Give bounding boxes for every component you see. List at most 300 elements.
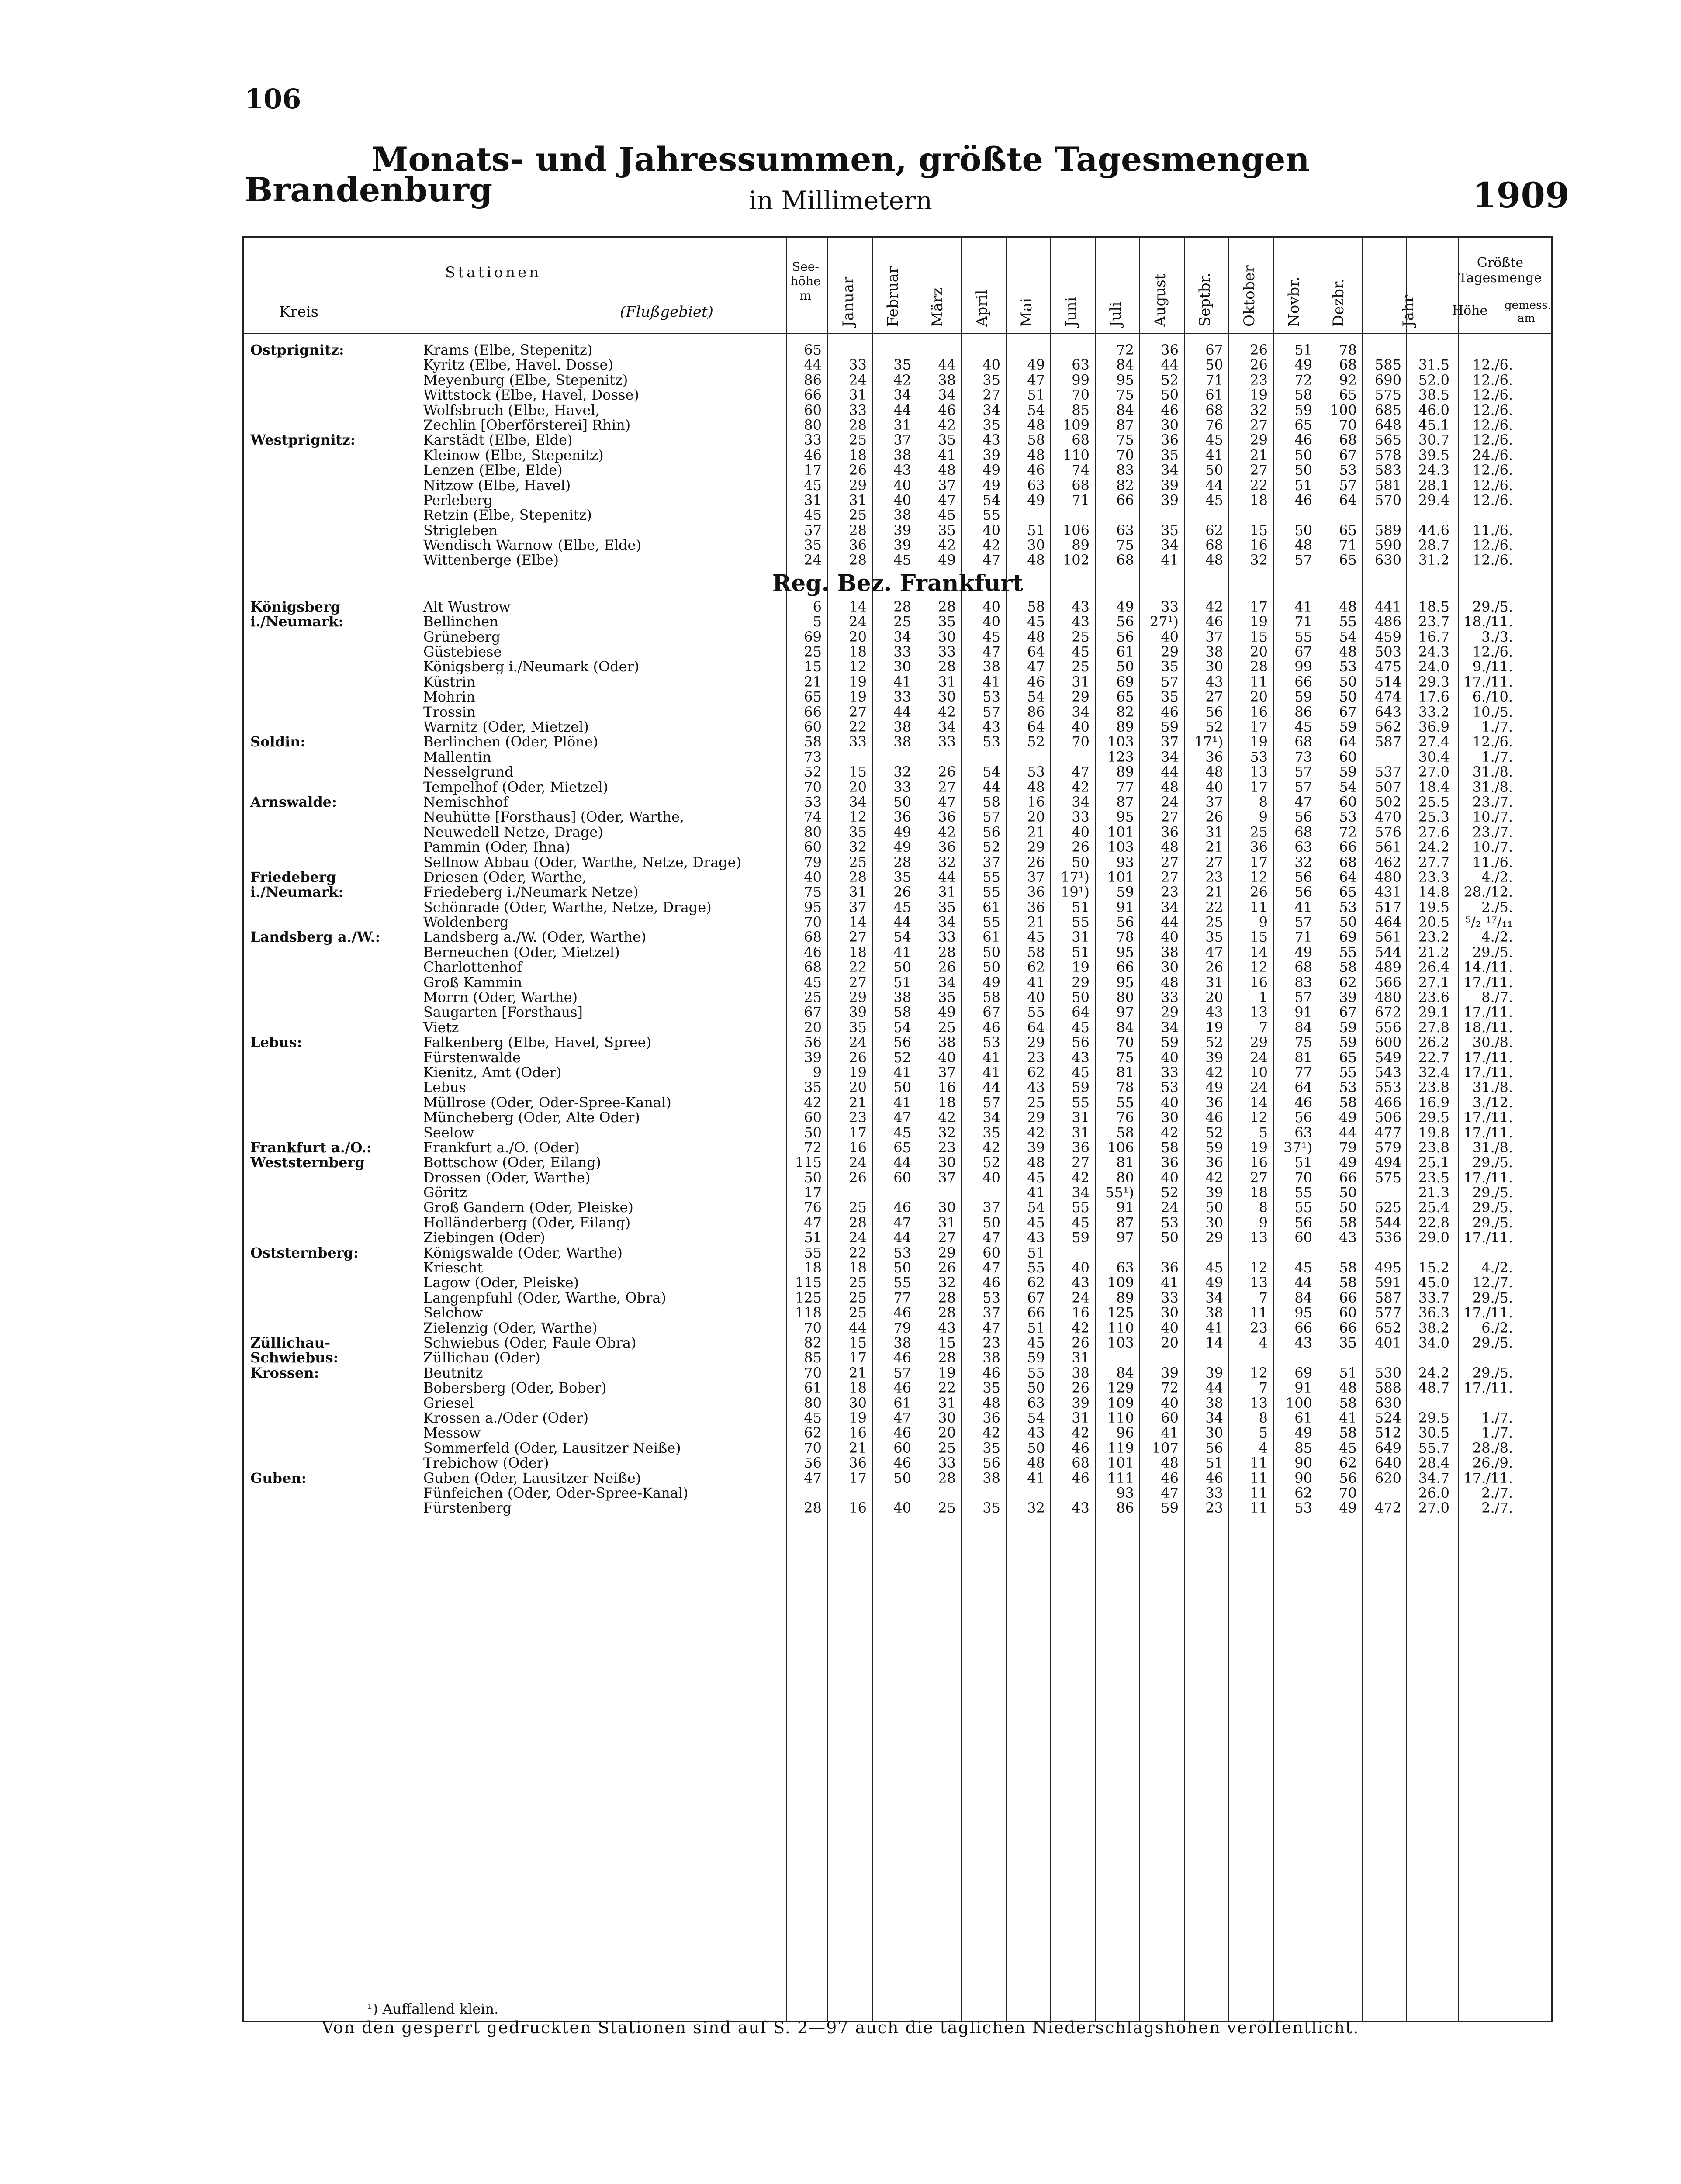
month-cell: 48 <box>1339 1379 1357 1396</box>
seehoehe-cell: 70 <box>804 1319 822 1336</box>
month-cell: 68 <box>1294 823 1312 840</box>
month-cell: 11 <box>1250 1500 1268 1517</box>
month-cell: 63 <box>1116 522 1134 539</box>
month-cell: 37 <box>982 854 1000 871</box>
month-cell: 31 <box>938 884 956 901</box>
column-rule <box>1184 238 1185 2021</box>
month-cell: 50 <box>1161 387 1179 404</box>
month-cell: 58 <box>1161 1139 1179 1156</box>
month-cell: 59 <box>1205 1139 1223 1156</box>
month-cell: 28 <box>849 552 867 569</box>
month-cell: 58 <box>1027 943 1045 961</box>
seehoehe-cell: 47 <box>804 1214 822 1231</box>
month-cell: 59 <box>1339 718 1357 735</box>
month-cell: 47 <box>982 1319 1000 1336</box>
table-row <box>244 915 1551 930</box>
jahr-cell: 494 <box>1374 1154 1401 1171</box>
seehoehe-cell: 70 <box>804 914 822 931</box>
month-cell: 69 <box>1294 1364 1312 1381</box>
max-date-cell: 1./7. <box>1481 748 1513 765</box>
station-cell: Seelow <box>423 1124 474 1141</box>
month-cell: 33 <box>849 401 867 418</box>
month-cell: 41 <box>938 446 956 463</box>
kreis-cell: Züllichau- <box>250 1334 331 1351</box>
month-cell: 59 <box>1294 401 1312 418</box>
month-cell: 8 <box>1259 793 1268 810</box>
month-cell: 46 <box>1161 1469 1179 1486</box>
month-cell: 83 <box>1116 462 1134 479</box>
month-cell: 33 <box>1072 809 1090 826</box>
month-cell: 101 <box>1107 1455 1134 1472</box>
month-cell: 46 <box>893 1424 911 1441</box>
month-cell: 44 <box>893 1154 911 1171</box>
month-cell: 32 <box>938 1124 956 1141</box>
jahr-cell: 620 <box>1374 1469 1401 1486</box>
jahr-cell: 462 <box>1374 854 1401 871</box>
month-cell: 16 <box>1250 974 1268 991</box>
month-cell: 27 <box>849 974 867 991</box>
station-cell: Groß Kammin <box>423 974 522 991</box>
month-cell: 68 <box>1339 854 1357 871</box>
month-cell: 67 <box>1205 342 1223 358</box>
month-cell: 30 <box>1205 658 1223 675</box>
month-cell: 55 <box>1294 1199 1312 1216</box>
month-cell: 46 <box>1294 1094 1312 1111</box>
month-cell: 34 <box>1072 793 1090 810</box>
seehoehe-cell: 74 <box>804 809 822 826</box>
month-cell: 41 <box>893 673 911 690</box>
month-cell: 47 <box>982 1259 1000 1276</box>
header-seehoehe: See-höhe m <box>790 259 821 303</box>
month-cell: 14 <box>1250 943 1268 961</box>
month-cell: 38 <box>1161 943 1179 961</box>
column-rule <box>1362 238 1363 2021</box>
seehoehe-cell: 60 <box>804 401 822 418</box>
seehoehe-cell: 50 <box>804 1124 822 1141</box>
month-cell: 20 <box>1250 688 1268 705</box>
month-cell: 44 <box>893 703 911 720</box>
month-cell: 42 <box>938 1109 956 1126</box>
month-cell: 56 <box>1205 1439 1223 1456</box>
max-date-cell: 12./6. <box>1472 356 1513 373</box>
month-cell: 41 <box>1294 898 1312 916</box>
month-cell: 49 <box>1339 1500 1357 1517</box>
month-cell: 66 <box>1294 1319 1312 1336</box>
month-cell: 100 <box>1330 401 1357 418</box>
month-cell: 84 <box>1294 1289 1312 1306</box>
jahr-cell: 556 <box>1374 1019 1401 1036</box>
seehoehe-cell: 60 <box>804 1109 822 1126</box>
table-row <box>244 1305 1551 1320</box>
max-height-cell: 25.1 <box>1418 1154 1449 1171</box>
month-cell: 20 <box>1027 809 1045 826</box>
month-cell: 44 <box>1339 1124 1357 1141</box>
month-cell: 52 <box>1161 371 1179 388</box>
jahr-cell: 472 <box>1374 1500 1401 1517</box>
jahr-cell: 648 <box>1374 416 1401 433</box>
table-row <box>244 1125 1551 1140</box>
month-cell: 53 <box>982 733 1000 750</box>
max-date-cell: 29./5. <box>1472 1199 1513 1216</box>
month-cell: 62 <box>1339 1455 1357 1472</box>
station-cell: Lenzen (Elbe, Elde) <box>423 462 563 479</box>
month-cell: 70 <box>1072 733 1090 750</box>
month-cell: 89 <box>1116 1289 1134 1306</box>
table-row <box>244 1396 1551 1410</box>
month-cell: 37 <box>849 898 867 916</box>
month-cell: 99 <box>1294 658 1312 675</box>
month-cell: 61 <box>1205 387 1223 404</box>
month-cell: 63 <box>1294 839 1312 856</box>
max-date-cell: 23./7. <box>1472 793 1513 810</box>
jahr-cell: 690 <box>1374 371 1401 388</box>
table-row <box>244 463 1551 477</box>
station-cell: Zechlin [Oberförsterei] Rhin) <box>423 416 631 433</box>
max-date-cell: 17./11. <box>1463 1229 1513 1246</box>
month-cell: 91 <box>1294 1379 1312 1396</box>
jahr-cell: 585 <box>1374 356 1401 373</box>
month-cell: 27¹) <box>1149 613 1179 630</box>
month-cell: 50 <box>893 793 911 810</box>
month-cell: 9 <box>1259 1214 1268 1231</box>
station-cell: Müllrose (Oder, Oder-Spree-Kanal) <box>423 1094 671 1111</box>
table-row <box>244 1170 1551 1185</box>
month-cell: 44 <box>1294 1274 1312 1291</box>
max-height-cell: 34.7 <box>1418 1469 1449 1486</box>
month-cell: 31 <box>849 884 867 901</box>
month-cell: 40 <box>1205 778 1223 795</box>
month-cell: 59 <box>1027 1349 1045 1366</box>
station-cell: Sommerfeld (Oder, Lausitzer Neiße) <box>423 1439 681 1456</box>
seehoehe-cell: 51 <box>804 1229 822 1246</box>
month-cell: 58 <box>1339 1214 1357 1231</box>
max-height-cell: 45.1 <box>1418 416 1449 433</box>
month-cell: 49 <box>1027 491 1045 508</box>
month-cell: 20 <box>1161 1334 1179 1351</box>
month-cell: 38 <box>938 1034 956 1051</box>
jahr-cell: 576 <box>1374 823 1401 840</box>
max-height-cell: 55.7 <box>1418 1439 1449 1456</box>
month-cell: 78 <box>1116 1079 1134 1096</box>
month-cell: 32 <box>1027 1500 1045 1517</box>
month-cell: 49 <box>1205 1079 1223 1096</box>
month-cell: 36 <box>938 809 956 826</box>
month-cell: 34 <box>1161 537 1179 554</box>
max-date-cell: 17./11. <box>1463 1064 1513 1081</box>
station-cell: Groß Gandern (Oder, Pleiske) <box>423 1199 633 1216</box>
jahr-cell: 486 <box>1374 613 1401 630</box>
max-height-cell: 24.2 <box>1418 1364 1449 1381</box>
month-cell: 56 <box>1294 884 1312 901</box>
month-cell: 40 <box>982 356 1000 373</box>
jahr-cell: 530 <box>1374 1364 1401 1381</box>
month-cell: 45 <box>1294 1259 1312 1276</box>
max-height-cell: 52.0 <box>1418 371 1449 388</box>
month-cell: 40 <box>893 491 911 508</box>
station-cell: Göritz <box>423 1184 467 1201</box>
month-cell: 87 <box>1116 793 1134 810</box>
month-cell: 79 <box>893 1319 911 1336</box>
max-height-cell: 44.6 <box>1418 522 1449 539</box>
month-cell: 56 <box>893 1034 911 1051</box>
month-cell: 24 <box>1072 1289 1090 1306</box>
month-cell: 39 <box>893 522 911 539</box>
seehoehe-cell: 115 <box>795 1154 822 1171</box>
month-cell: 44 <box>893 401 911 418</box>
month-cell: 15 <box>1250 628 1268 645</box>
seehoehe-cell: 20 <box>804 1019 822 1036</box>
month-cell: 55 <box>1027 1004 1045 1021</box>
month-cell: 22 <box>849 718 867 735</box>
max-height-cell: 24.3 <box>1418 462 1449 479</box>
header-groesste: Größte Tagesmenge <box>1458 255 1542 286</box>
month-cell: 56 <box>1116 914 1134 931</box>
month-cell: 34 <box>1161 1019 1179 1036</box>
month-cell: 75 <box>1116 387 1134 404</box>
month-cell: 29 <box>1250 1034 1268 1051</box>
month-cell: 51 <box>1072 898 1090 916</box>
month-cell: 60 <box>1161 1409 1179 1426</box>
month-cell: 45 <box>1072 643 1090 660</box>
seehoehe-cell: 65 <box>804 342 822 358</box>
month-cell: 47 <box>1205 943 1223 961</box>
header-jahr: Jahr <box>1400 295 1417 327</box>
table-row <box>244 734 1551 749</box>
month-cell: 14 <box>849 914 867 931</box>
max-date-cell: 18./11. <box>1463 613 1513 630</box>
table-row <box>244 855 1551 870</box>
seehoehe-cell: 68 <box>804 929 822 946</box>
month-cell: 68 <box>1072 477 1090 494</box>
month-cell: 42 <box>1205 1169 1223 1186</box>
month-cell: 69 <box>1339 929 1357 946</box>
month-cell: 81 <box>1116 1064 1134 1081</box>
month-cell: 55 <box>1294 1184 1312 1201</box>
month-cell: 13 <box>1250 764 1268 781</box>
month-cell: 25 <box>938 1500 956 1517</box>
month-cell: 52 <box>1205 1034 1223 1051</box>
month-cell: 123 <box>1107 748 1134 765</box>
month-cell: 12 <box>1250 868 1268 885</box>
seehoehe-cell: 56 <box>804 1455 822 1472</box>
month-cell: 28 <box>849 1214 867 1231</box>
station-cell: Friedeberg i./Neumark Netze) <box>423 884 639 901</box>
header-month: August <box>1152 273 1169 327</box>
month-cell: 34 <box>1161 898 1179 916</box>
month-cell: 48 <box>1027 446 1045 463</box>
month-cell: 28 <box>938 658 956 675</box>
station-cell: Sellnow Abbau (Oder, Warthe, Netze, Drage) <box>423 854 742 871</box>
table-row <box>244 1335 1551 1350</box>
month-cell: 44 <box>982 778 1000 795</box>
month-cell: 18 <box>849 1379 867 1396</box>
seehoehe-cell: 31 <box>804 491 822 508</box>
max-height-cell: 26.0 <box>1418 1484 1449 1501</box>
month-cell: 31 <box>938 673 956 690</box>
column-rule <box>1139 238 1140 2021</box>
month-cell: 59 <box>1294 688 1312 705</box>
max-height-cell: 45.0 <box>1418 1274 1449 1291</box>
month-cell: 77 <box>1116 778 1134 795</box>
month-cell: 12 <box>1250 1259 1268 1276</box>
month-cell: 52 <box>1205 1124 1223 1141</box>
month-cell: 57 <box>982 1094 1000 1111</box>
max-date-cell: 29./5. <box>1472 1364 1513 1381</box>
month-cell: 97 <box>1116 1229 1134 1246</box>
max-date-cell: 8./7. <box>1481 989 1513 1006</box>
table-row <box>244 960 1551 975</box>
month-cell: 12 <box>849 658 867 675</box>
month-cell: 50 <box>893 959 911 976</box>
table-row <box>244 764 1551 779</box>
month-cell: 27 <box>938 1229 956 1246</box>
month-cell: 53 <box>1339 1079 1357 1096</box>
month-cell: 16 <box>849 1424 867 1441</box>
month-cell: 35 <box>1161 446 1179 463</box>
month-cell: 86 <box>1294 703 1312 720</box>
month-cell: 72 <box>1161 1379 1179 1396</box>
month-cell: 66 <box>1339 1319 1357 1336</box>
max-height-cell: 38.5 <box>1418 387 1449 404</box>
month-cell: 66 <box>1339 1289 1357 1306</box>
max-date-cell: 12./6. <box>1472 401 1513 418</box>
station-cell: Kriescht <box>423 1259 483 1276</box>
month-cell: 11 <box>1250 673 1268 690</box>
region-label: Brandenburg <box>245 170 493 209</box>
seehoehe-cell: 60 <box>804 718 822 735</box>
column-rule <box>1006 238 1007 2021</box>
month-cell: 56 <box>1294 868 1312 885</box>
month-cell: 35 <box>938 613 956 630</box>
seehoehe-cell: 115 <box>795 1274 822 1291</box>
kreis-cell: Weststernberg <box>250 1154 365 1171</box>
month-cell: 46 <box>1161 401 1179 418</box>
max-date-cell: 29./5. <box>1472 1184 1513 1201</box>
column-rule <box>786 238 787 2021</box>
month-cell: 78 <box>1339 342 1357 358</box>
seehoehe-cell: 28 <box>804 1500 822 1517</box>
month-cell: 47 <box>893 1109 911 1126</box>
month-cell: 31 <box>1072 1109 1090 1126</box>
month-cell: 68 <box>1205 537 1223 554</box>
month-cell: 34 <box>938 387 956 404</box>
station-cell: Berneuchen (Oder, Mietzel) <box>423 943 620 961</box>
month-cell: 15 <box>849 764 867 781</box>
month-cell: 54 <box>1027 688 1045 705</box>
column-rule <box>961 238 962 2021</box>
station-cell: Drossen (Oder, Warthe) <box>423 1169 591 1186</box>
month-cell: 21 <box>1027 823 1045 840</box>
month-cell: 58 <box>1116 1124 1134 1141</box>
month-cell: 42 <box>1161 1124 1179 1141</box>
month-cell: 48 <box>1161 974 1179 991</box>
month-cell: 41 <box>893 943 911 961</box>
month-cell: 54 <box>893 929 911 946</box>
month-cell: 18 <box>849 1259 867 1276</box>
month-cell: 45 <box>1072 1214 1090 1231</box>
table-row <box>244 1500 1551 1515</box>
month-cell: 50 <box>893 1259 911 1276</box>
jahr-cell: 543 <box>1374 1064 1401 1081</box>
month-cell: 48 <box>1339 598 1357 615</box>
month-cell: 26 <box>1027 854 1045 871</box>
jahr-cell: 591 <box>1374 1274 1401 1291</box>
month-cell: 63 <box>1027 477 1045 494</box>
month-cell: 46 <box>893 1379 911 1396</box>
month-cell: 53 <box>1161 1079 1179 1096</box>
jahr-cell: 464 <box>1374 914 1401 931</box>
max-date-cell: 31./8. <box>1472 778 1513 795</box>
month-cell: 46 <box>982 1364 1000 1381</box>
month-cell: 55 <box>982 884 1000 901</box>
max-date-cell: 30./8. <box>1472 1034 1513 1051</box>
month-cell: 106 <box>1062 522 1090 539</box>
jahr-cell: 480 <box>1374 989 1401 1006</box>
month-cell: 55 <box>1339 1064 1357 1081</box>
table-row <box>244 659 1551 674</box>
month-cell: 42 <box>1072 1424 1090 1441</box>
month-cell: 70 <box>1339 1484 1357 1501</box>
month-cell: 52 <box>1205 718 1223 735</box>
month-cell: 29 <box>1250 432 1268 449</box>
month-cell: 58 <box>1339 959 1357 976</box>
month-cell: 55 <box>1339 613 1357 630</box>
jahr-cell: 466 <box>1374 1094 1401 1111</box>
seehoehe-cell: 62 <box>804 1424 822 1441</box>
month-cell: 22 <box>849 1244 867 1261</box>
month-cell: 54 <box>1027 401 1045 418</box>
month-cell: 60 <box>982 1244 1000 1261</box>
month-cell: 65 <box>1339 387 1357 404</box>
month-cell: 14 <box>1205 1334 1223 1351</box>
month-cell: 34 <box>893 387 911 404</box>
max-date-cell: 2./7. <box>1481 1484 1513 1501</box>
month-cell: 100 <box>1285 1394 1312 1411</box>
month-cell: 61 <box>1294 1409 1312 1426</box>
month-cell: 46 <box>982 1274 1000 1291</box>
seehoehe-cell: 45 <box>804 507 822 524</box>
max-date-cell: 12./6. <box>1472 552 1513 569</box>
month-cell: 46 <box>1027 673 1045 690</box>
table-row <box>244 387 1551 402</box>
jahr-cell: 502 <box>1374 793 1401 810</box>
month-cell: 54 <box>1027 1409 1045 1426</box>
month-cell: 62 <box>1294 1484 1312 1501</box>
month-cell: 34 <box>1072 1184 1090 1201</box>
table-row <box>244 705 1551 719</box>
table-row <box>244 373 1551 387</box>
month-cell: 29 <box>849 989 867 1006</box>
month-cell: 109 <box>1062 416 1090 433</box>
month-cell: 66 <box>1294 673 1312 690</box>
table-row <box>244 1350 1551 1365</box>
jahr-cell: 544 <box>1374 943 1401 961</box>
max-height-cell: 32.4 <box>1418 1064 1449 1081</box>
max-date-cell: 23./7. <box>1472 823 1513 840</box>
kreis-cell: Lebus: <box>250 1034 302 1051</box>
month-cell: 50 <box>1205 356 1223 373</box>
month-cell: 53 <box>982 688 1000 705</box>
jahr-cell: 507 <box>1374 778 1401 795</box>
month-cell: 32 <box>938 854 956 871</box>
max-date-cell: 4./2. <box>1481 1259 1513 1276</box>
station-cell: Trossin <box>423 703 476 720</box>
month-cell: 35 <box>982 416 1000 433</box>
month-cell: 43 <box>1294 1334 1312 1351</box>
month-cell: 53 <box>893 1244 911 1261</box>
station-cell: Königsberg i./Neumark (Oder) <box>423 658 640 675</box>
month-cell: 35 <box>1205 929 1223 946</box>
